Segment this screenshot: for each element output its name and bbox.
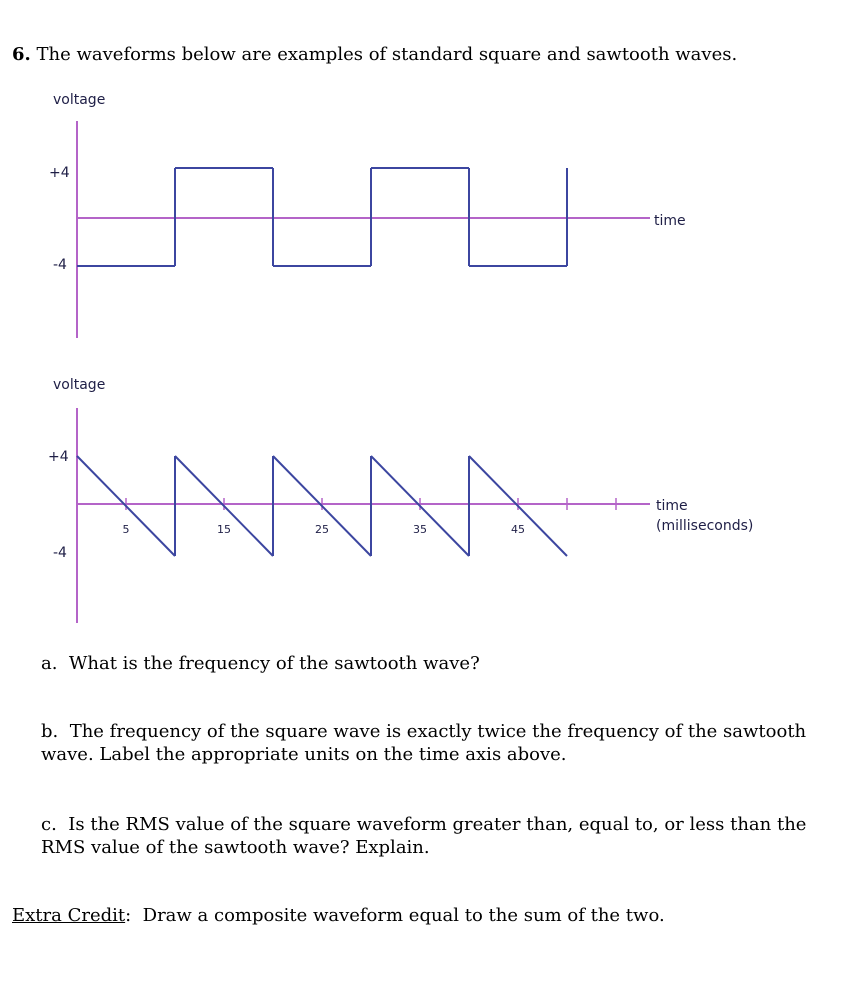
sawtooth-wave-segment-0 <box>77 456 175 556</box>
saw-ytick-bottom: -4 <box>53 545 67 561</box>
saw-tick-label-5: 5 <box>122 523 130 536</box>
part-a <box>41 652 480 675</box>
saw-tick-label-45: 45 <box>511 523 525 536</box>
saw-tick-label-35: 35 <box>413 523 427 536</box>
saw-xlabel-line2: (milliseconds) <box>656 518 754 534</box>
square-ytick-bottom: -4 <box>53 257 67 273</box>
saw-tick-label-15: 15 <box>217 523 231 536</box>
saw-xlabel-line1: time <box>656 498 688 514</box>
extra-credit: Extra Credit: Draw a composite waveform equal to the sum of the two. <box>12 905 665 926</box>
question-text: The waveforms below are examples of standard square and sawtooth waves. <box>36 44 738 65</box>
saw-ylabel: voltage <box>53 377 106 393</box>
sawtooth-wave-segment-4 <box>273 456 371 556</box>
sawtooth-wave-segment-8 <box>469 456 567 556</box>
sawtooth-wave-segment-2 <box>175 456 273 556</box>
sawtooth-wave-series <box>77 456 567 556</box>
extra-credit-text: Draw a composite waveform equal to the sum of the two. <box>142 905 665 926</box>
part-a-label: a. <box>41 653 58 674</box>
saw-ytick-top: +4 <box>48 449 69 465</box>
sawtooth-wave-plot <box>48 377 753 623</box>
square-ylabel: voltage <box>53 92 106 108</box>
part-c <box>41 813 841 859</box>
saw-tick-labels <box>123 523 526 536</box>
square-xlabel: time <box>654 213 686 229</box>
part-b <box>41 720 841 766</box>
part-a-text: What is the frequency of the sawtooth wave? <box>68 653 480 674</box>
saw-tick-label-25: 25 <box>315 523 329 536</box>
extra-credit-label: Extra Credit <box>12 905 126 926</box>
square-wave-plot <box>49 92 686 338</box>
part-c-text: Is the RMS value of the square waveform greater than, equal to, or less than the RMS value of the sawtooth wave? Explain. <box>41 814 807 858</box>
part-b-label: b. <box>41 721 59 742</box>
part-b-text: The frequency of the square wave is exactly twice the frequency of the sawtooth wave. Label the appropriate units on the time axis above. <box>41 721 807 765</box>
question-number: 6. <box>12 44 31 65</box>
part-c-label: c. <box>41 814 57 835</box>
sawtooth-wave-segment-6 <box>371 456 469 556</box>
square-ytick-top: +4 <box>49 165 70 181</box>
